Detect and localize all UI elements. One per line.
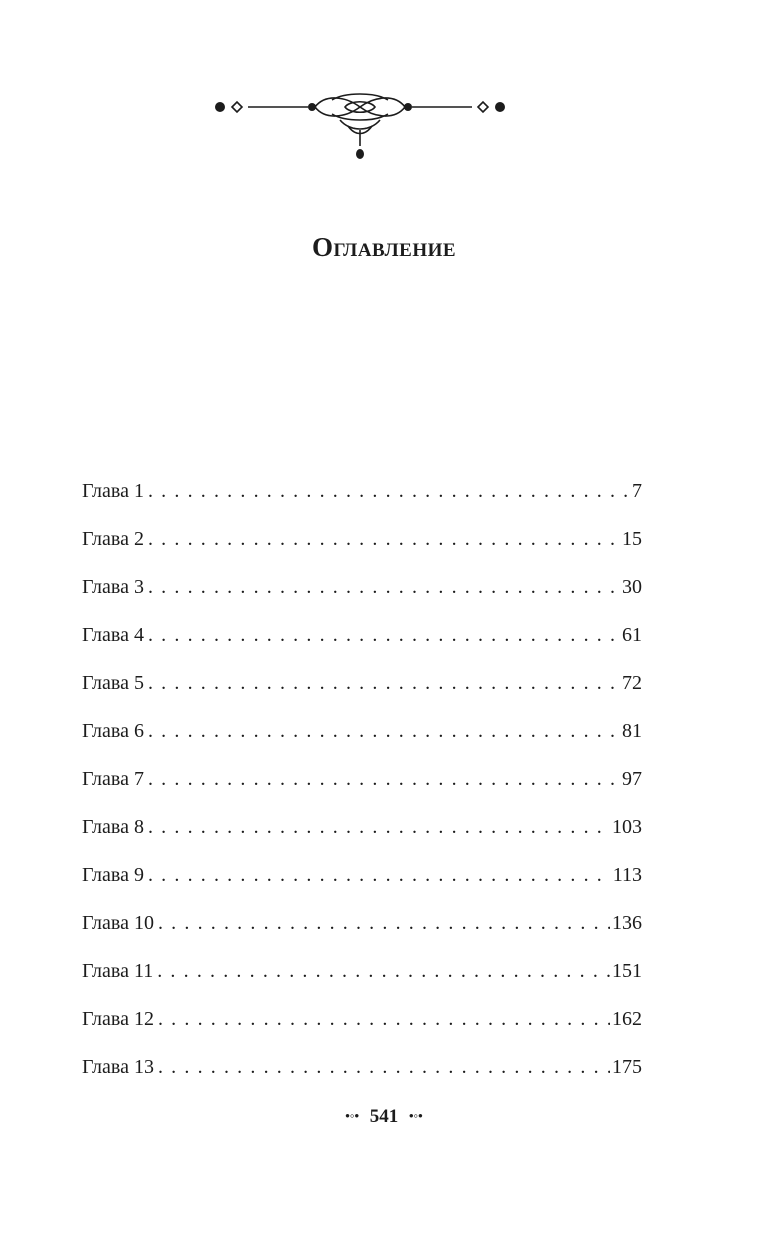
toc-dot-leader xyxy=(148,624,620,647)
toc-entry xyxy=(82,960,642,1008)
toc-entry-label: Глава 11 xyxy=(82,960,154,982)
toc-entry xyxy=(82,1056,642,1104)
toc-entry-label: Глава 6 xyxy=(82,720,144,742)
toc-entry-label: Глава 13 xyxy=(82,1056,154,1078)
toc-entry-page: 103 xyxy=(612,816,642,838)
page-number-footer xyxy=(0,1106,768,1128)
toc-entry xyxy=(82,528,642,576)
toc-entry-page: 162 xyxy=(612,1008,642,1030)
toc-dot-leader xyxy=(148,816,610,839)
toc-dot-leader xyxy=(148,768,620,791)
toc-entry-page: 72 xyxy=(622,672,642,694)
toc-entry-page: 81 xyxy=(622,720,642,742)
right-decoration-icon: •◦• xyxy=(409,1108,423,1123)
toc-dot-leader xyxy=(157,960,610,983)
toc-entry xyxy=(82,816,642,864)
toc-entry-page: 97 xyxy=(622,768,642,790)
toc-dot-leader xyxy=(158,1056,610,1079)
toc-entry xyxy=(82,480,642,528)
toc-entry-label: Глава 10 xyxy=(82,912,154,934)
toc-entry-label: Глава 8 xyxy=(82,816,144,838)
toc-entry xyxy=(82,576,642,624)
toc-entry-page: 113 xyxy=(612,864,642,886)
toc-dot-leader xyxy=(148,528,620,551)
toc-entry-page: 175 xyxy=(612,1056,642,1078)
toc-dot-leader xyxy=(148,720,620,743)
toc-entry-label: Глава 9 xyxy=(82,864,144,886)
toc-dot-leader xyxy=(158,912,610,935)
toc-entry-label: Глава 1 xyxy=(82,480,144,502)
toc-entry xyxy=(82,864,642,912)
toc-entry-label: Глава 5 xyxy=(82,672,144,694)
page-title: Оглавление xyxy=(311,232,457,262)
toc-dot-leader xyxy=(158,1008,610,1031)
table-of-contents xyxy=(82,480,642,1104)
toc-entry xyxy=(82,624,642,672)
toc-entry-label: Глава 2 xyxy=(82,528,144,550)
toc-entry xyxy=(82,672,642,720)
toc-entry-label: Глава 12 xyxy=(82,1008,154,1030)
toc-entry xyxy=(82,768,642,816)
ornamental-flourish-icon xyxy=(210,90,510,170)
page-number: 541 xyxy=(369,1106,399,1127)
toc-entry-label: Глава 4 xyxy=(82,624,144,646)
toc-entry xyxy=(82,912,642,960)
toc-dot-leader xyxy=(148,864,611,887)
toc-entry-page: 61 xyxy=(622,624,642,646)
toc-dot-leader xyxy=(148,480,630,503)
toc-entry-page: 151 xyxy=(612,960,642,982)
left-decoration-icon: •◦• xyxy=(345,1108,359,1123)
toc-entry-label: Глава 3 xyxy=(82,576,144,598)
toc-entry xyxy=(82,720,642,768)
toc-entry-label: Глава 7 xyxy=(82,768,144,790)
toc-entry-page: 30 xyxy=(622,576,642,598)
toc-dot-leader xyxy=(148,672,620,695)
toc-entry-page: 136 xyxy=(612,912,642,934)
toc-dot-leader xyxy=(148,576,620,599)
toc-entry-page: 7 xyxy=(632,480,642,502)
toc-entry xyxy=(82,1008,642,1056)
toc-entry-page: 15 xyxy=(622,528,642,550)
